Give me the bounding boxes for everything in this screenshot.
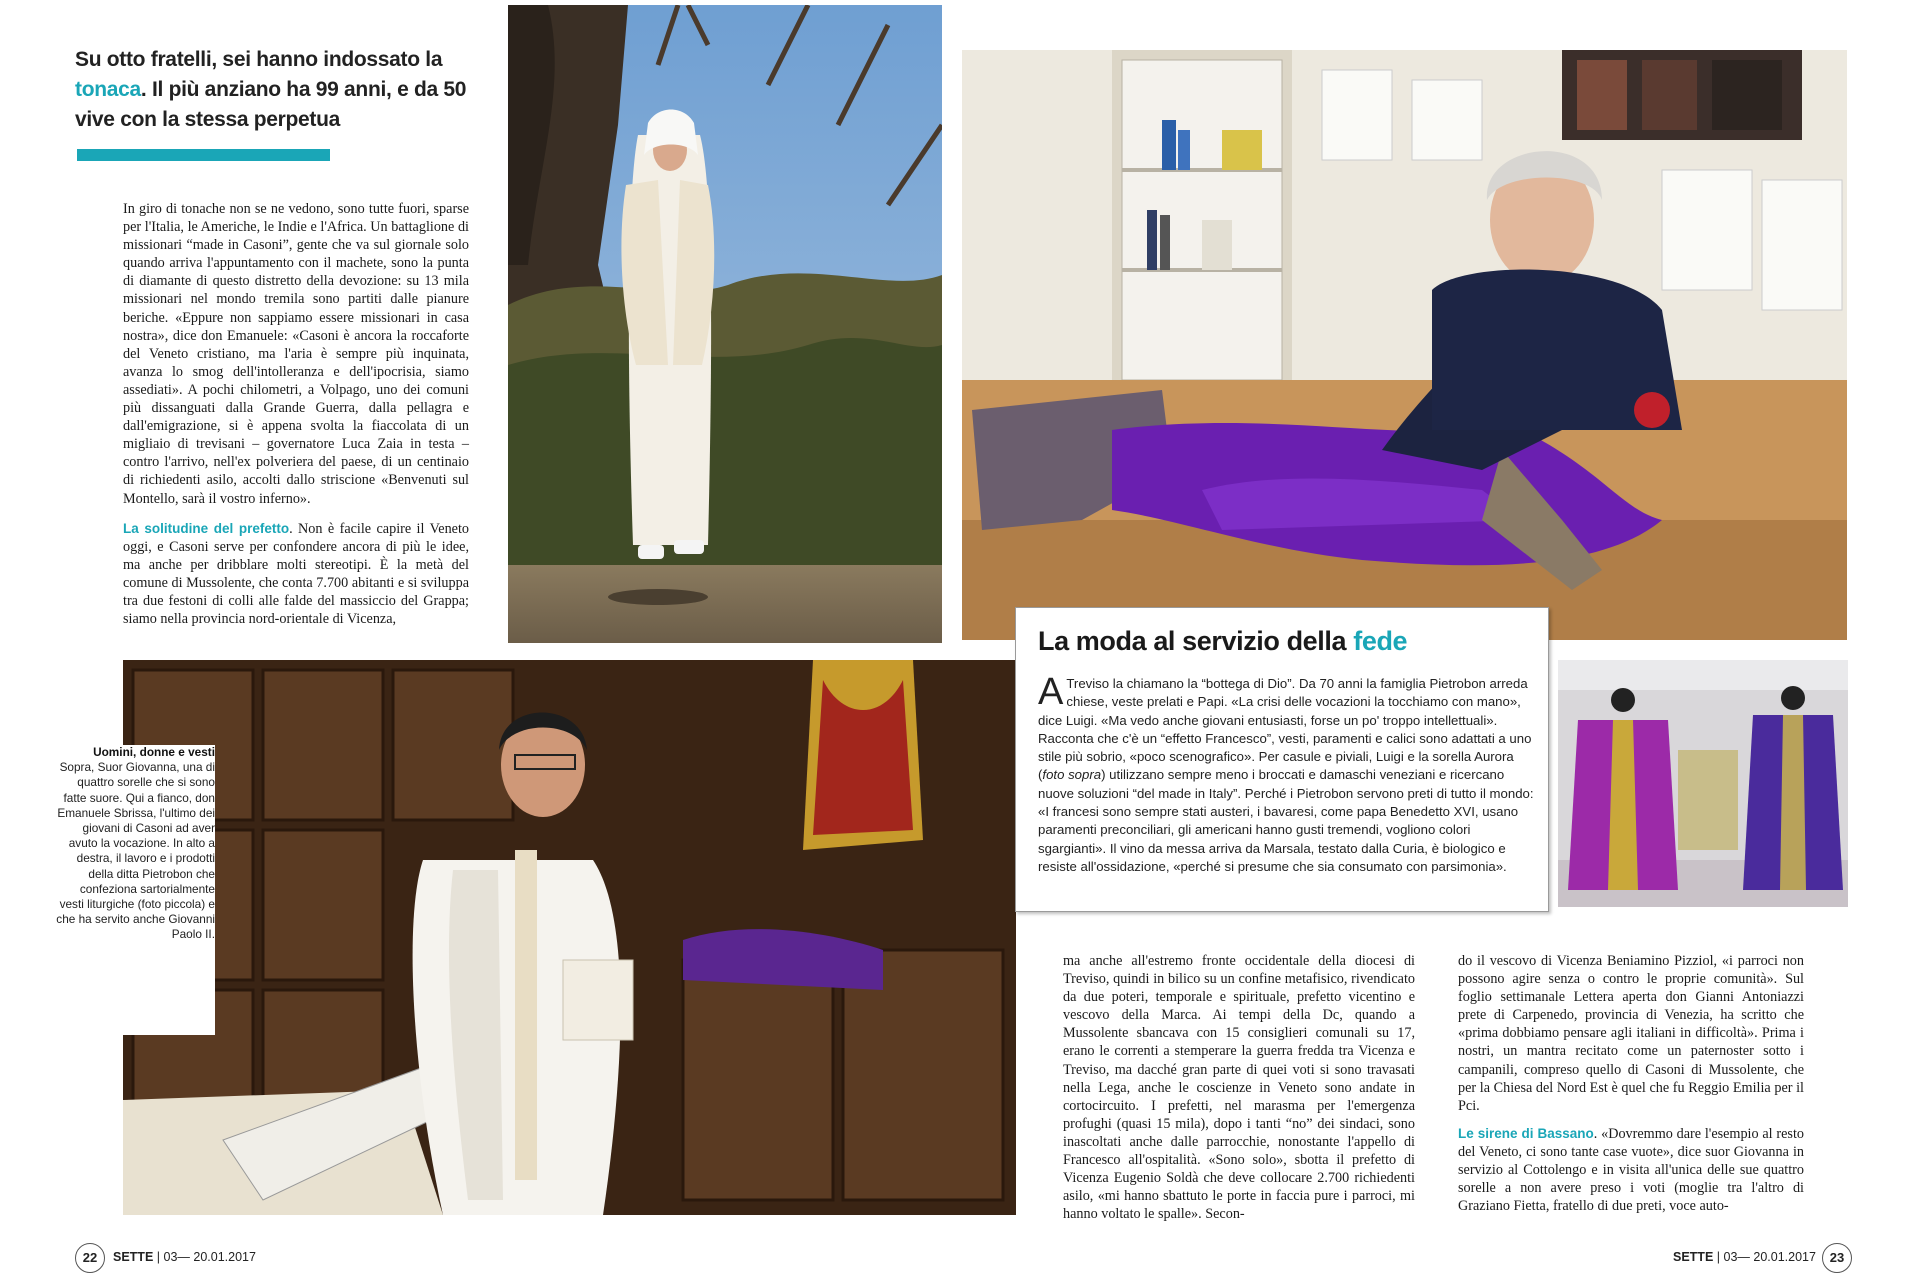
article-column-left [123, 200, 469, 628]
dropcap: A [1038, 671, 1064, 713]
paragraph-lead: Le sirene di Bassano [1458, 1125, 1594, 1141]
fede-title-text: La moda al servizio della [1038, 626, 1354, 656]
brand: SETTE [1673, 1250, 1714, 1264]
photo-priest [123, 660, 1016, 1215]
fede-title [1038, 626, 1407, 657]
page-number-right: 23 [1822, 1243, 1852, 1273]
paragraph-lead: La solitudine del prefetto [123, 520, 290, 536]
headline [75, 45, 475, 135]
article-paragraph [1458, 1125, 1804, 1215]
headline-part2: . Il più anziano ha 99 anni, e da 50 vive con la stessa perpetua [75, 78, 467, 131]
photo-seamstress [962, 50, 1847, 640]
photo-vestments [1558, 660, 1848, 907]
footer-left [113, 1250, 256, 1264]
photo-nun [508, 5, 942, 643]
accent-bar [77, 149, 330, 161]
issue-date: | 03— 20.01.2017 [1716, 1250, 1816, 1264]
article-paragraph: In giro di tonache non se ne vedono, sono tutte fuori, sparse per l'Italia, le Americhe, le Indie e l'Africa. Un battaglione di missionari “made in Casoni”, gente che va sul giornale solo quando arriva l'appuntamento con il machete, sono la punta di diamante di questo distretto della devozione: su 13 mila missionari nel mondo tremila sono partiti dalle pianure beriche. «Eppure non sappiamo essere missionari in casa nostra», dice don Emanuele: «Casoni è ancora la roccaforte del Veneto cristiano, ma l'aria è sempre più inquinata, avanza lo smog dell'intolleranza e dell'ipocrisia, siamo assediati». A pochi chilometri, a Volpago, uno dei comuni più dissanguati dalla Grande Guerra, dalla pellagra e dall'emigrazione, si è appena svolta la fiaccolata di un migliaio di trevisani – governatore Luca Zaia in testa – contro l'arrivo, nell'ex polveriera del paese, di un centinaio di richiedenti asilo, accolti dallo striscione «Benvenuti sul Montello, sarà il vostro inferno». [123, 201, 469, 507]
brand: SETTE [113, 1250, 154, 1264]
article-column-right1 [1063, 952, 1415, 1223]
issue-date: | 03— 20.01.2017 [156, 1250, 256, 1264]
fede-text [1038, 671, 1538, 876]
fede-text-italic: foto sopra [1042, 767, 1102, 783]
footer-right [1673, 1250, 1816, 1264]
article-column-right2 [1458, 952, 1804, 1215]
headline-highlight: tonaca [75, 78, 141, 101]
article-paragraph: do il vescovo di Vicenza Beniamino Pizziol, «i parroci non possono agire senza o contro le proprie comunità». Sul foglio settimanale Lettera aperta don Gianni Antoniazzi prete di Carpenedo, provincia di Venezia, ha scritto che «prima dobbiamo pensare agli italiani in difficoltà». Prima i nostri, un mantra recitato come un paternoster sotto i campanili, compreso quello di Casoni di Mussolente, che per la Chiesa del Nord Est è quel che fu Reggio Emilia per il Pci. [1458, 953, 1804, 1114]
fede-text-part2: ) utilizzano sempre meno i broccati e damaschi veneziani e ricercano nuove soluzioni “del made in Italy”. Perché i Pietrobon servono preti di tutto il mondo: «I francesi sono sempre stati austeri, i bavaresi, come papa Benedetto XVI, usano paramenti preconciliari, gli americani hanno gusti tremendi, vogliono colori sgargianti». Il vino da messa arriva da Marsala, testato dalla Curia, è biologico e resiste all'ossidazione, «perché si presume che sia consumato con parsimonia». [1038, 767, 1534, 874]
fede-text-part1: Treviso la chiamano la “bottega di Dio”. Da 70 anni la famiglia Pietrobon arreda chiese, veste prelati e Papi. «La crisi delle vocazioni la tocchiamo con mano», dice Luigi. «Ma vedo anche giovani entusiasti, forse un po' troppo intellettuali». Racconta che c'è un “effetto Francesco”, vesti, paramenti e calici sono adattati a uno stile più sobrio, «poco scenografico». Per casule e piviali, Luigi e la sorella Aurora ( [1038, 676, 1532, 783]
headline-part1: Su otto fratelli, sei hanno indossato la [75, 48, 443, 71]
fede-title-highlight: fede [1353, 626, 1408, 656]
caption-box [53, 745, 215, 1035]
page-number-left: 22 [75, 1243, 105, 1273]
fede-sidebar-box [1015, 607, 1549, 912]
article-paragraph: ma anche all'estremo fronte occidentale della diocesi di Treviso, quindi in bilico su un confine metafisico, rivendicato da due poteri, temporale e spirituale, prefetto vicentino e vescovo della Marca. Ai tempi della Dc, quando a Mussolente sbancava con 15 consiglieri comunali su 17, erano le correnti a stemperare la guerra fredda tra Vicenza e Treviso, ma dacché gran parte di quei voti si sono travasati nella Lega, anche le coscienze in Veneto sono andate in cortocircuito. I prefetti, nel marasma per l'emergenza profughi (quasi 15 mila), dopo i tanti “no” dei sindaci, sono inascoltati anche dalle parrocchie, nonostante l'appello di Francesco all'ospitalità. «Sono solo», sbotta il prefetto di Vicenza Eugenio Soldà che deve collocare 2.700 richiedenti asilo, «mi hanno sbattuto le porte in faccia pure i parroci, mi hanno voltato le spalle». Secon- [1063, 953, 1415, 1223]
paragraph-text: . Non è facile capire il Veneto oggi, e Casoni serve per confondere ancora di più le idee, ma anche per dribblare molti stereotipi. È la metà del comune di Mussolente, che conta 7.700 abitanti e si sviluppa tra due festoni di colli alle falde del massiccio del Grappa; siamo nella provincia nord-orientale di Vicenza, [123, 520, 469, 628]
caption-text: Sopra, Suor Giovanna, una di quattro sorelle che si sono fatte suore. Qui a fianco, don Emanuele Sbrissa, l'ultimo dei giovani di Casoni ad aver avuto la vocazione. In alto a destra, il lavoro e i prodotti della ditta Pietrobon che confeziona sartorialmente vesti liturgiche (foto piccola) e che ha servito anche Giovanni Paolo II. [56, 760, 215, 942]
article-paragraph [123, 520, 469, 629]
caption-title: Uomini, donne e vesti [93, 745, 215, 759]
paragraph-text: . «Dovremmo dare l'esempio al resto del Veneto, ci sono tante case vuote», dice suor Giovanna in servizio al Cottolengo e in visita all'unica delle sue quattro sorelle a non avere preso i voti (moglie tra l'altro di Graziano Fietta, fratello di due preti, voce auto- [1458, 1125, 1804, 1215]
